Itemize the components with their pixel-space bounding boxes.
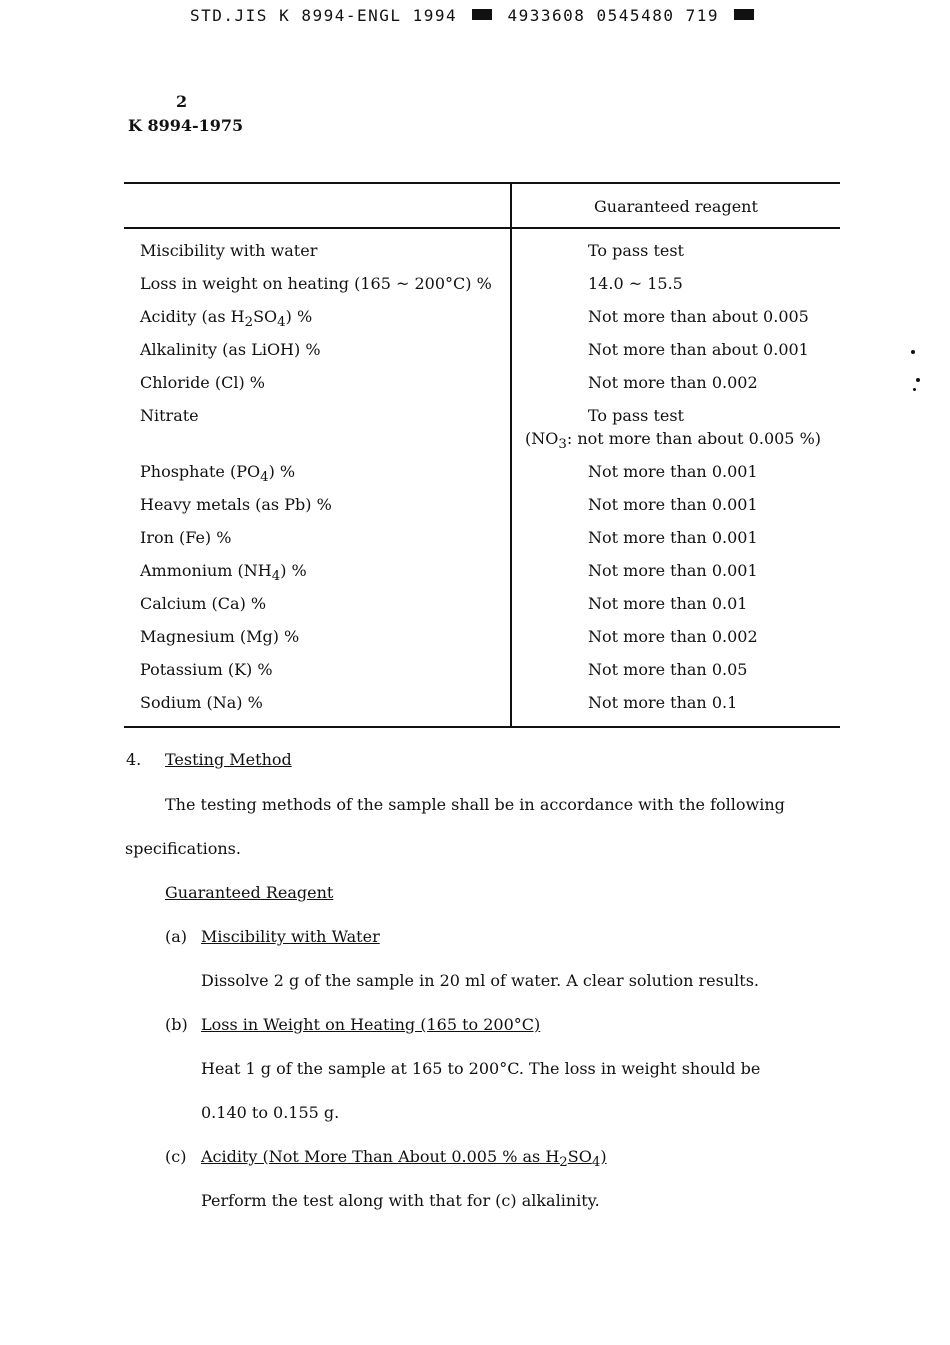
item-b-marker: (b)	[165, 1015, 188, 1034]
item-a-text: Dissolve 2 g of the sample in 20 ml of water. A clear solution results.	[201, 971, 760, 990]
row-label-calcium: Calcium (Ca) %	[140, 594, 267, 613]
document-code-prefix: STD.JIS K 8994-ENGL 1994	[190, 6, 458, 25]
row-value-calcium: Not more than 0.01	[588, 594, 748, 613]
row-value-nitrate-limit: ($NO_3$: not more than about 0.005 %)	[525, 429, 822, 453]
row-label-alkalinity: Alkalinity (as LiOH) %	[140, 340, 321, 359]
row-value-iron: Not more than 0.001	[588, 528, 758, 547]
item-a-marker: (a)	[165, 927, 188, 946]
section-intro-line2: specifications.	[125, 839, 241, 858]
item-c-text: Perform the test along with that for (c) alkalinity.	[201, 1191, 600, 1210]
item-c-marker: (c)	[165, 1147, 187, 1166]
standard-id: K 8994-1975	[128, 116, 244, 135]
row-value-chloride: Not more than 0.002	[588, 373, 758, 392]
row-value-potassium: Not more than 0.05	[588, 660, 748, 679]
document-code-number: 4933608 0545480 719	[507, 6, 719, 25]
item-b-text-line1: Heat 1 g of the sample at 165 to 200°C. The loss in weight should be	[201, 1059, 761, 1078]
row-label-acidity: Acidity (as $H_2SO_4$) %	[140, 307, 313, 331]
row-label-phosphate: Phosphate $(PO_4)$ %	[140, 462, 296, 486]
item-b-title: Loss in Weight on Heating (165 to 200°C)	[201, 1015, 541, 1034]
section-intro-line1: The testing methods of the sample shall be in accordance with the following	[165, 795, 785, 814]
black-bar-icon	[472, 9, 492, 20]
section-title: Testing Method	[165, 750, 292, 769]
row-value-nitrate: To pass test	[588, 406, 684, 425]
row-value-loss-on-heating: 14.0 ~ 15.5	[588, 274, 683, 293]
row-label-sodium: Sodium (Na) %	[140, 693, 263, 712]
specification-table	[124, 182, 840, 728]
margin-speck	[911, 350, 915, 354]
document-code-line	[190, 6, 758, 25]
item-a-title: Miscibility with Water	[201, 927, 380, 946]
row-value-phosphate: Not more than 0.001	[588, 462, 758, 481]
margin-speck	[916, 378, 920, 382]
table-header-rule	[124, 227, 840, 229]
item-b-text-line2: 0.140 to 0.155 g.	[201, 1103, 340, 1122]
row-label-miscibility: Miscibility with water	[140, 241, 318, 260]
row-label-loss-on-heating: Loss in weight on heating (165 ~ 200°C) %	[140, 274, 492, 293]
row-value-heavy-metals: Not more than 0.001	[588, 495, 758, 514]
row-value-sodium: Not more than 0.1	[588, 693, 738, 712]
row-label-heavy-metals: Heavy metals (as Pb) %	[140, 495, 332, 514]
section-number: 4.	[126, 750, 142, 769]
page-number: 2	[176, 92, 188, 111]
row-label-nitrate: Nitrate	[140, 406, 199, 425]
table-bottom-rule	[124, 726, 840, 728]
row-label-potassium: Potassium (K) %	[140, 660, 273, 679]
row-value-alkalinity: Not more than about 0.001	[588, 340, 809, 359]
row-value-magnesium: Not more than 0.002	[588, 627, 758, 646]
subheading-guaranteed-reagent: Guaranteed Reagent	[165, 883, 334, 902]
column-header-guaranteed-reagent: Guaranteed reagent	[594, 197, 758, 216]
table-column-divider	[510, 182, 512, 728]
row-value-ammonium: Not more than 0.001	[588, 561, 758, 580]
row-value-acidity: Not more than about 0.005	[588, 307, 809, 326]
table-top-rule	[124, 182, 840, 184]
row-value-miscibility: To pass test	[588, 241, 684, 260]
black-bar-icon	[734, 9, 754, 20]
row-label-ammonium: Ammonium $(NH_4)$ %	[140, 561, 307, 585]
row-label-chloride: Chloride (Cl) %	[140, 373, 265, 392]
margin-speck	[913, 388, 916, 391]
row-label-iron: Iron (Fe) %	[140, 528, 232, 547]
item-c-title: Acidity (Not More Than About 0.005 % as $H_2SO_4$)	[201, 1147, 607, 1171]
row-label-magnesium: Magnesium (Mg) %	[140, 627, 300, 646]
